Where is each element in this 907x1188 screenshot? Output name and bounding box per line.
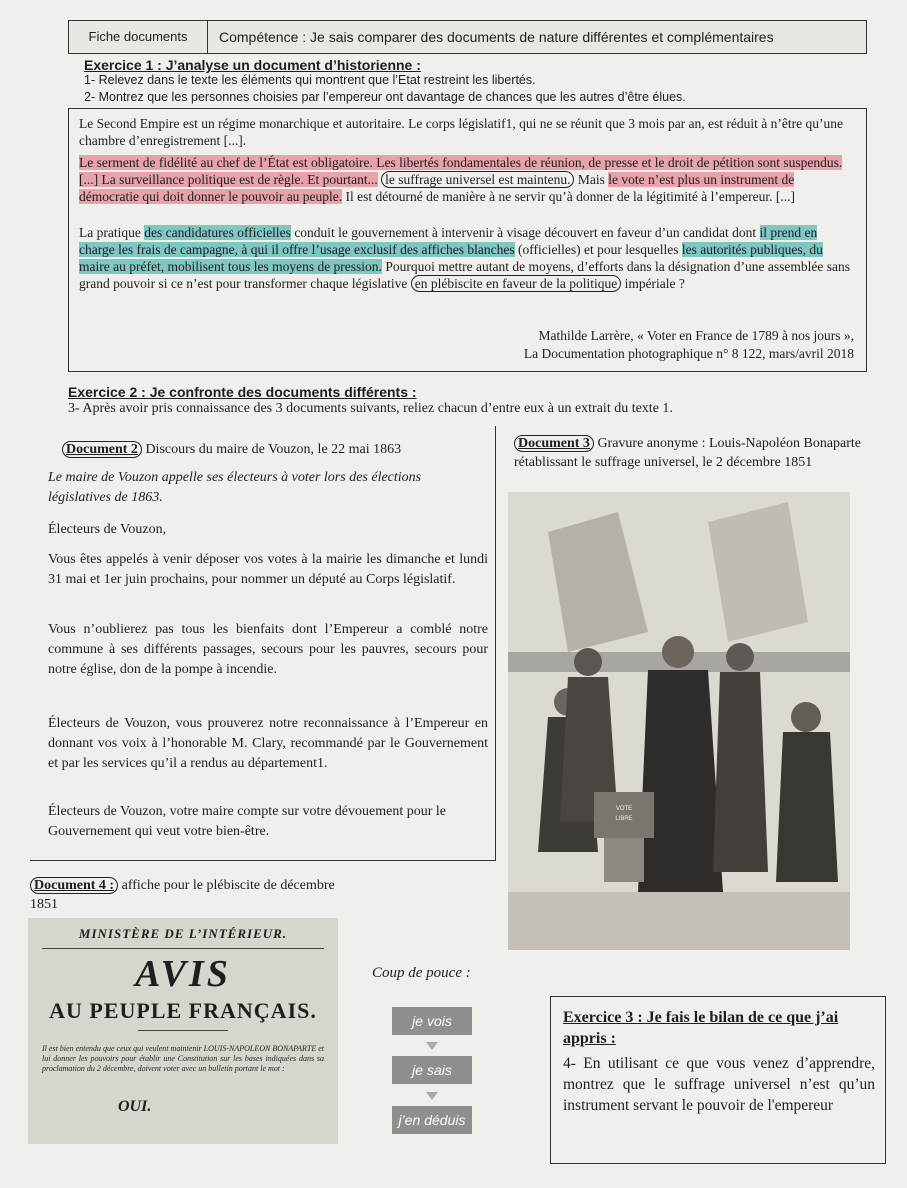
poster-top: MINISTÈRE DE L’INTÉRIEUR. xyxy=(78,926,288,941)
poster-rule-2 xyxy=(138,1030,228,1031)
source-line-1: Mathilde Larrère, « Voter en France de 1789 à nos jours », xyxy=(538,328,854,343)
poster-rule xyxy=(42,948,324,949)
poster xyxy=(28,918,338,1144)
poster-oui: OUI. xyxy=(118,1098,152,1115)
poster-avis: AVIS xyxy=(135,953,231,995)
poster-sub: AU PEUPLE FRANÇAIS. xyxy=(49,998,317,1023)
doc2-l4: Électeurs de Vouzon, vous prouverez notre reconnaissance à l’Empereur en donnant vos voix à l’honorable M. Clary, recommandé par le Gouvernement et par les services qu’il a rendus au département1. xyxy=(48,716,488,771)
doc2-l5: Électeurs de Vouzon, votre maire compte sur votre dévouement pour le Gouvernement qui veut votre bien-être. xyxy=(48,804,446,839)
doc-tag: Fiche documents xyxy=(69,21,208,53)
ex3-box xyxy=(550,996,886,1164)
engraving xyxy=(508,492,850,950)
hl-vote: le vote n’est plus un instrument de démocratie qui doit donner le pouvoir au peuple. xyxy=(79,172,795,204)
header-bar xyxy=(68,20,867,54)
arrow-down-icon xyxy=(426,1092,438,1100)
ex1-q2: 2- Montrez que les personnes choisies par l’empereur ont davantage de chances que les autres d’être élues. xyxy=(84,90,686,104)
step-je-deduis: j’en déduis xyxy=(392,1106,472,1134)
hl-autorites: les autorités publiques, du maire au préfet, mobilisent tous les moyens de pression. xyxy=(79,242,823,274)
hl-suffrage: le suffrage universel est maintenu. xyxy=(381,171,574,188)
historian-text-box xyxy=(68,108,867,372)
ex1-p3a: La pratique xyxy=(79,225,141,240)
doc4-label: Document 4 : xyxy=(30,877,118,894)
ex1-title: Exercice 1 : J’analyse un document d’historienne : xyxy=(84,57,421,73)
arrow-down-icon xyxy=(426,1042,438,1050)
doc2-l1: Électeurs de Vouzon, xyxy=(48,522,167,537)
doc2-title: Discours du maire de Vouzon, le 22 mai 1863 xyxy=(145,442,402,457)
ex1-p1: Le Second Empire est un régime monarchique et autoritaire. Le corps législatif1, qui ne se réunit que 3 mois par an, est réduit à n’être qu’une chambre d’enregistrement [...]. xyxy=(79,116,843,148)
doc2-l2: Vous êtes appelés à venir déposer vos votes à la mairie les dimanche et lundi 31 mai et 1er juin prochains, pour nommer un député au Corps législatif. xyxy=(48,552,488,587)
doc4-title: affiche pour le plébiscite de décembre 1851 xyxy=(30,878,335,912)
ex1-q1: 1- Relevez dans le texte les éléments qui montrent que l’Etat restreint les libertés. xyxy=(84,73,536,87)
doc3-title: Gravure anonyme : Louis-Napoléon Bonaparte rétablissant le suffrage universel, le 2 décembre 1851 xyxy=(514,436,862,470)
doc2-box xyxy=(30,426,496,861)
step-je-vois: je vois xyxy=(392,1007,472,1035)
doc4-header xyxy=(30,876,340,914)
doc3-header xyxy=(514,434,869,472)
engraving-illustration xyxy=(508,492,850,950)
source-line-2: La Documentation photographique n° 8 122, mars/avril 2018 xyxy=(523,346,854,361)
ex1-p3i: impériale ? xyxy=(624,276,685,291)
coup-title: Coup de pouce : xyxy=(372,965,471,981)
doc2-l3: Vous n’oublierez pas tous les bienfaits dont l’Empereur a comblé notre commune à ses différents passages, secours pour les pauvres, secours pour notre église, don de la pompe à incendie. xyxy=(48,622,488,677)
urn-label-2: LIBRE xyxy=(615,816,633,822)
ex3-q4: 4- En utilisant ce que vous venez d’apprendre, montrez que le suffrage universel n’est qu’un instrument servant le pouvoir de l'empereur xyxy=(563,1055,875,1114)
ex1-p3e: (officielles) et pour lesquelles xyxy=(517,242,679,257)
hl-serment: Le serment de fidélité au chef de l’État est obligatoire. Les libertés fondamentales de réunion, de presse et le droit de pétition sont suspendus. [...] La surveillance politique est de règle. Et pourtant... xyxy=(79,155,843,187)
ex3-title: Exercice 3 : Je fais le bilan de ce que j’ai appris : xyxy=(563,1009,839,1047)
hl-frais: il prend en charge les frais de campagne, à qui il offre l’usage exclusif des affiches blanches xyxy=(79,225,818,257)
ex1-p3c: conduit le gouvernement à intervenir à visage découvert en faveur d’un candidat dont xyxy=(294,225,757,240)
step-je-sais: je sais xyxy=(392,1056,472,1084)
poster-body: Il est bien entendu que ceux qui veulent maintenir LOUIS-NAPOLEON BONAPARTE et lui donner les pouvoirs pour établir une Constitution sur les bases indiquées dans sa proclamation du 2 décembre, doivent voter avec un bulletin portant le mot : xyxy=(42,1044,324,1073)
ex1-p2e: Il est détourné de manière à ne servir qu’à donner de la légitimité à l’empereur. [...] xyxy=(345,189,795,204)
ex1-p2c: Mais xyxy=(577,172,605,187)
doc2-intro: Le maire de Vouzon appelle ses électeurs à voter lors des élections législatives de 1863. xyxy=(48,470,422,505)
urn-label-1: VOTE xyxy=(615,806,633,812)
ex1-p3g: Pourquoi mettre autant de moyens, d’efforts dans la désignation d’une assemblée sans grand pouvoir si ce n’est pour transformer chaque législative xyxy=(79,259,850,291)
hl-plebiscite: en plébiscite en faveur de la politique xyxy=(411,275,621,292)
ex1-p3 xyxy=(79,224,854,292)
ex1-p2 xyxy=(79,154,854,205)
ex2-q3: 3- Après avoir pris connaissance des 3 documents suivants, reliez chacun d’entre eux à un extrait du texte 1. xyxy=(68,401,673,416)
ex2-title: Exercice 2 : Je confronte des documents différents : xyxy=(68,384,417,400)
doc2-label: Document 2 xyxy=(62,441,142,458)
competence: Compétence : Je sais comparer des documents de nature différentes et complémentaires xyxy=(219,29,774,45)
doc3-label: Document 3 xyxy=(514,435,594,452)
hl-candidatures: des candidatures officielles xyxy=(144,225,291,240)
